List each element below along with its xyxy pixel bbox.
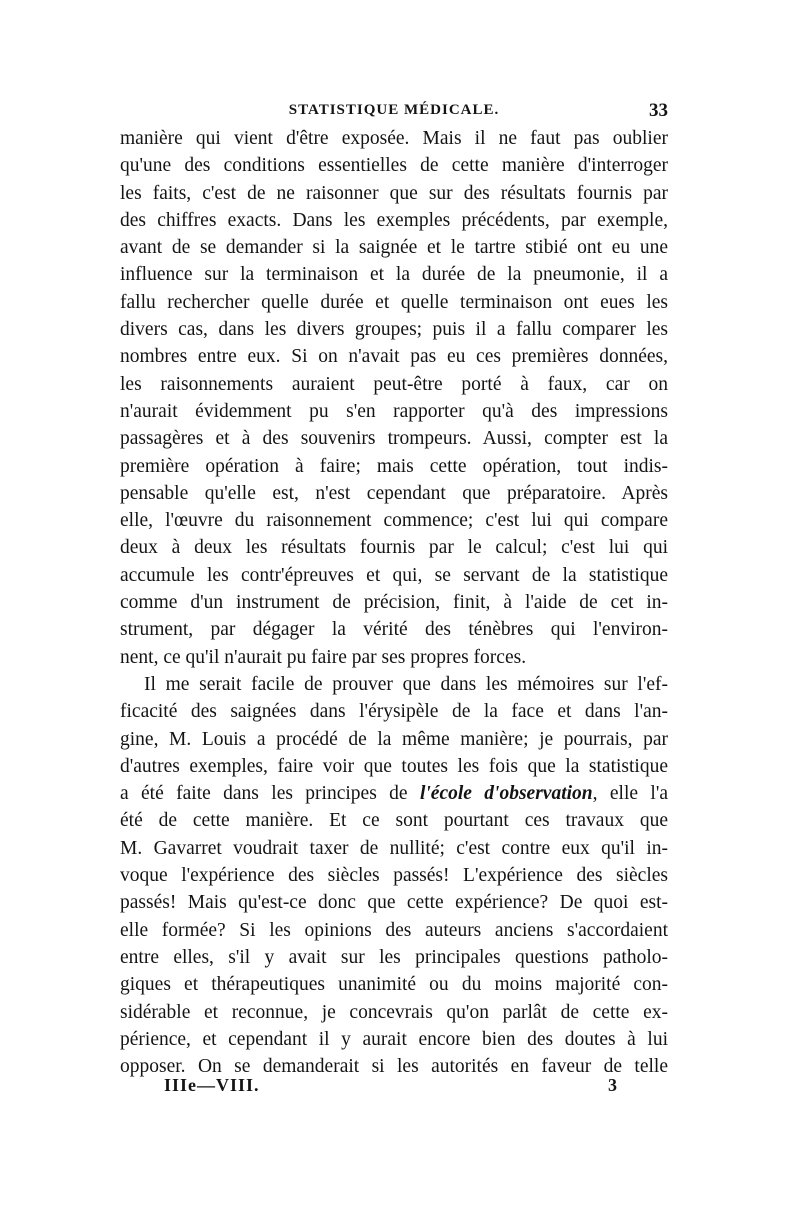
text-line: avant de se demander si la saignée et le tartre stibié ont eu une xyxy=(120,237,668,259)
text-line: les faits, c'est de ne raisonner que sur des résultats fournis par xyxy=(120,182,668,204)
page-number: 33 xyxy=(649,100,668,121)
text-line: fallu rechercher quelle durée et quelle terminaison ont eues les xyxy=(120,291,668,313)
text-line: entre elles, s'il y avait sur les principales questions patholo- xyxy=(120,946,668,968)
running-title: STATISTIQUE MÉDICALE. xyxy=(288,102,500,118)
text-line: été de cette manière. Et ce sont pourtant ces travaux que xyxy=(120,810,668,832)
text-line: nombres entre eux. Si on n'avait pas eu ces premières données, xyxy=(120,346,668,368)
text-line: opposer. On se demanderait si les autorités en faveur de telle xyxy=(120,1056,668,1078)
text-line: qu'une des conditions essentielles de cette manière d'interroger xyxy=(120,155,668,177)
text-line: d'autres exemples, faire voir que toutes les fois que la statistique xyxy=(120,755,668,777)
text-line: première opération à faire; mais cette opération, tout indis- xyxy=(120,455,668,477)
text-line: ficacité des saignées dans l'érysipèle de la face et dans l'an- xyxy=(120,701,668,723)
sheet-number: 3 xyxy=(608,1075,617,1095)
text-segment: a été faite dans les principes de xyxy=(120,783,420,805)
text-line: accumule les contr'épreuves et qui, se servant de la statistique xyxy=(120,564,668,586)
text-line: sidérable et reconnue, je concevrais qu'on parlât de cette ex- xyxy=(120,1001,668,1023)
signature-mark: IIIe—VIII. xyxy=(164,1075,260,1095)
text-line: M. Gavarret voudrait taxer de nullité; c'est contre eux qu'il in- xyxy=(120,837,668,859)
text-line: deux à deux les résultats fournis par le calcul; c'est lui qui xyxy=(120,537,668,559)
text-line: des chiffres exacts. Dans les exemples précédents, par exemple, xyxy=(120,209,668,231)
text-line: passés! Mais qu'est-ce donc que cette expérience? De quoi est- xyxy=(120,892,668,914)
text-line: passagères et à des souvenirs trompeurs. Aussi, compter est la xyxy=(120,428,668,450)
body-text xyxy=(120,125,668,1080)
italic-phrase: l'école d'observation xyxy=(419,783,593,805)
text-line: giques et thérapeutiques unanimité ou du moins majorité con- xyxy=(120,974,668,996)
text-line: manière qui vient d'être exposée. Mais il ne faut pas oublier xyxy=(120,128,668,149)
text-line: n'aurait évidemment pu s'en rapporter qu'à des impressions xyxy=(120,400,668,422)
running-head xyxy=(120,100,668,126)
page-footer xyxy=(120,1075,668,1103)
text-line: Il me serait facile de prouver que dans les mémoires sur l'ef- xyxy=(144,673,668,695)
text-line: nent, ce qu'il n'aurait pu faire par ses propres forces. xyxy=(120,646,527,668)
text-line: gine, M. Louis a procédé de la même manière; je pourrais, par xyxy=(120,728,668,750)
text-line: voque l'expérience des siècles passés! L'expérience des siècles xyxy=(120,865,668,887)
text-line: strument, par dégager la vérité des ténèbres qui l'environ- xyxy=(120,619,668,641)
text-line: comme d'un instrument de précision, finit, à l'aide de cet in- xyxy=(120,592,668,614)
text-line: elle, l'œuvre du raisonnement commence; c'est lui qui compare xyxy=(120,510,668,532)
text-line-italic-phrase xyxy=(120,780,668,807)
text-line: périence, et cependant il y aurait encore bien des doutes à lui xyxy=(120,1028,668,1050)
text-line: divers cas, dans les divers groupes; puis il a fallu comparer les xyxy=(120,319,668,341)
text-line: les raisonnements auraient peut-être porté à faux, car on xyxy=(120,373,668,395)
text-line: pensable qu'elle est, n'est cependant que préparatoire. Après xyxy=(120,482,668,504)
text-line: influence sur la terminaison et la durée de la pneumonie, il a xyxy=(120,264,668,286)
text-segment: , elle l'a xyxy=(592,783,668,805)
text-line: elle formée? Si les opinions des auteurs anciens s'accordaient xyxy=(120,919,668,941)
